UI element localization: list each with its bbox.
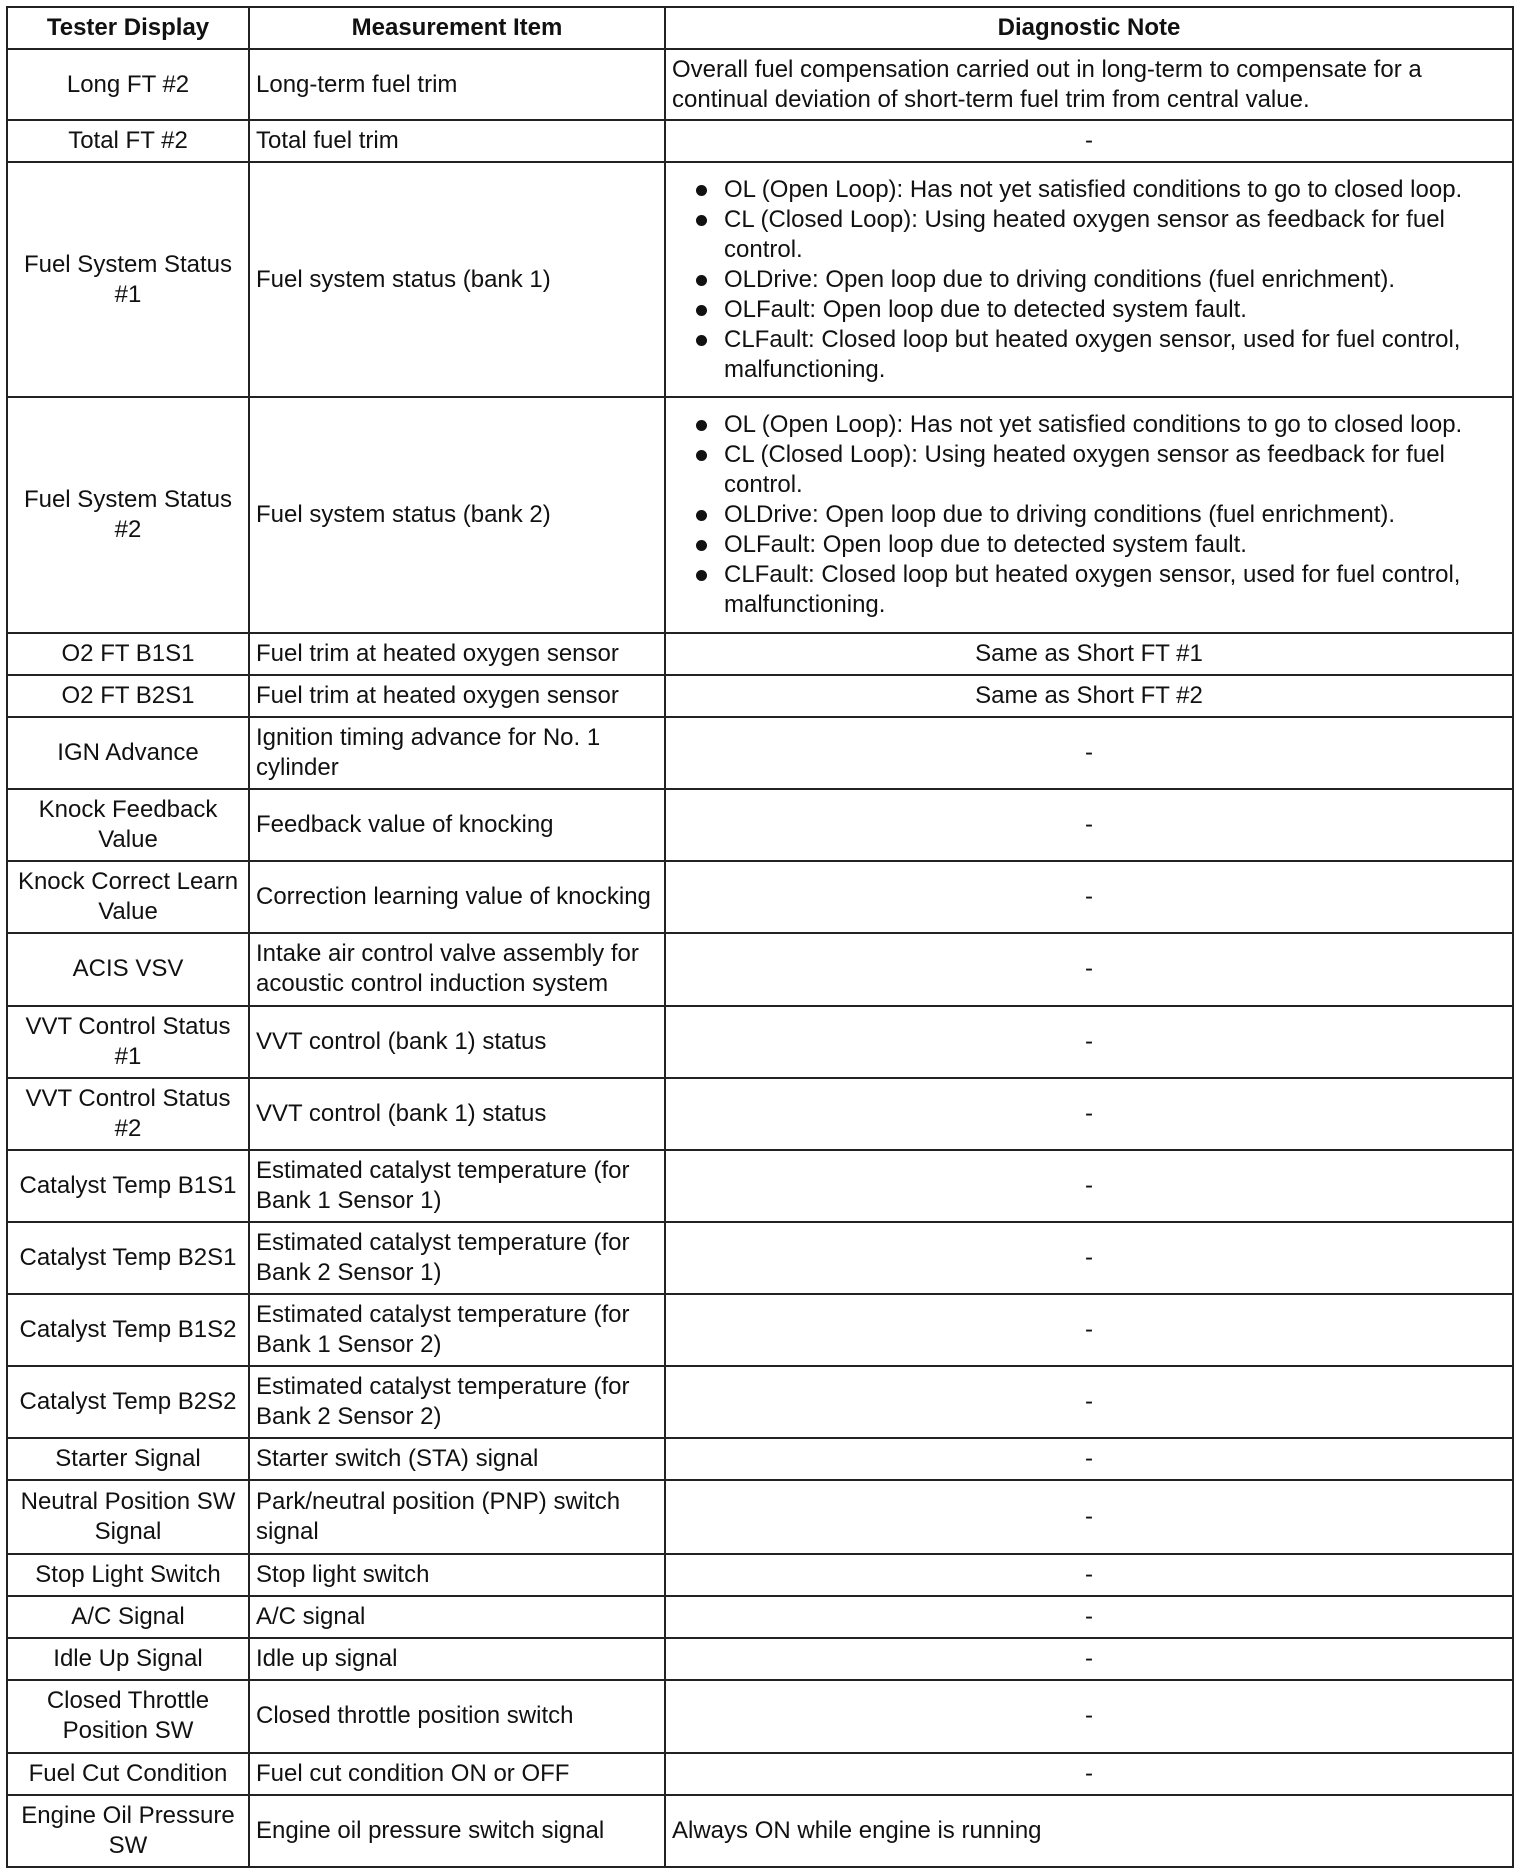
tester-display-cell: Catalyst Temp B1S2 (7, 1294, 249, 1366)
tester-display-cell: Total FT #2 (7, 120, 249, 162)
diagnostic-note-cell: - (665, 789, 1513, 861)
measurement-item-cell: Fuel system status (bank 2) (249, 397, 665, 632)
note-bullet-item: OLFault: Open loop due to detected system fault. (672, 295, 1506, 325)
tester-display-cell: Knock Feedback Value (7, 789, 249, 861)
diagnostic-note-cell: - (665, 1078, 1513, 1150)
measurement-item-cell: Fuel cut condition ON or OFF (249, 1753, 665, 1795)
tester-display-cell: Starter Signal (7, 1438, 249, 1480)
header-measurement-item: Measurement Item (249, 7, 665, 49)
table-row (7, 675, 1513, 717)
table-row (7, 1795, 1513, 1867)
measurement-item-cell: Fuel system status (bank 1) (249, 162, 665, 397)
tester-display-cell: Closed Throttle Position SW (7, 1680, 249, 1753)
diagnostic-note-cell: - (665, 1438, 1513, 1480)
note-bullet-item: CLFault: Closed loop but heated oxygen sensor, used for fuel control, malfunctioning. (672, 325, 1506, 385)
note-bullet-item: CL (Closed Loop): Using heated oxygen sensor as feedback for fuel control. (672, 440, 1506, 500)
measurement-item-cell: Park/neutral position (PNP) switch signal (249, 1480, 665, 1553)
tester-display-cell: Idle Up Signal (7, 1638, 249, 1680)
note-bullet-item: CLFault: Closed loop but heated oxygen sensor, used for fuel control, malfunctioning. (672, 560, 1506, 620)
tester-display-cell: IGN Advance (7, 717, 249, 789)
header-tester-display: Tester Display (7, 7, 249, 49)
tester-display-cell: Neutral Position SW Signal (7, 1480, 249, 1553)
diagnostic-note-cell: - (665, 1150, 1513, 1222)
table-row (7, 1078, 1513, 1150)
diagnostic-note-cell: - (665, 1753, 1513, 1795)
measurement-item-cell: Estimated catalyst temperature (for Bank 1 Sensor 1) (249, 1150, 665, 1222)
table-row (7, 49, 1513, 120)
table-row (7, 1680, 1513, 1753)
table-row (7, 861, 1513, 933)
diagnostic-note-cell: Overall fuel compensation carried out in long-term to compensate for a continual deviation of short-term fuel trim from central value. (665, 49, 1513, 120)
table-row (7, 1638, 1513, 1680)
diagnostic-note-cell (665, 162, 1513, 397)
measurement-item-cell: Feedback value of knocking (249, 789, 665, 861)
measurement-item-cell: Starter switch (STA) signal (249, 1438, 665, 1480)
measurement-item-cell: Total fuel trim (249, 120, 665, 162)
table-row (7, 1480, 1513, 1553)
diagnostic-note-cell: - (665, 933, 1513, 1006)
table-row (7, 717, 1513, 789)
table-row (7, 789, 1513, 861)
diagnostic-note-cell (665, 397, 1513, 632)
table-row (7, 1366, 1513, 1438)
tester-display-cell: ACIS VSV (7, 933, 249, 1006)
note-bullet-item: OLFault: Open loop due to detected system fault. (672, 530, 1506, 560)
tester-display-cell: O2 FT B1S1 (7, 633, 249, 675)
table-row (7, 933, 1513, 1006)
tester-display-cell: Knock Correct Learn Value (7, 861, 249, 933)
note-bullet-list (672, 175, 1506, 385)
tester-display-cell: Engine Oil Pressure SW (7, 1795, 249, 1867)
diagnostic-note-cell: Same as Short FT #2 (665, 675, 1513, 717)
tester-display-cell: A/C Signal (7, 1596, 249, 1638)
measurement-item-cell: Correction learning value of knocking (249, 861, 665, 933)
diagnostic-note-cell: - (665, 1006, 1513, 1078)
table-row (7, 1596, 1513, 1638)
note-bullet-item: OL (Open Loop): Has not yet satisfied conditions to go to closed loop. (672, 175, 1506, 205)
measurement-item-cell: Long-term fuel trim (249, 49, 665, 120)
tester-display-cell: VVT Control Status #2 (7, 1078, 249, 1150)
measurement-item-cell: VVT control (bank 1) status (249, 1078, 665, 1150)
header-row (7, 7, 1513, 49)
measurement-item-cell: Estimated catalyst temperature (for Bank 2 Sensor 1) (249, 1222, 665, 1294)
note-bullet-item: OL (Open Loop): Has not yet satisfied conditions to go to closed loop. (672, 410, 1506, 440)
diagnostic-note-cell: Always ON while engine is running (665, 1795, 1513, 1867)
measurement-item-cell: Closed throttle position switch (249, 1680, 665, 1753)
note-bullet-list (672, 410, 1506, 620)
diagnostic-note-cell: - (665, 1294, 1513, 1366)
header-diagnostic-note: Diagnostic Note (665, 7, 1513, 49)
table-row (7, 397, 1513, 632)
tester-display-cell: Catalyst Temp B2S1 (7, 1222, 249, 1294)
tester-display-cell: VVT Control Status #1 (7, 1006, 249, 1078)
table-row (7, 1222, 1513, 1294)
table-row (7, 633, 1513, 675)
measurement-item-cell: VVT control (bank 1) status (249, 1006, 665, 1078)
diagnostic-note-cell: - (665, 1680, 1513, 1753)
diagnostic-note-cell: - (665, 861, 1513, 933)
diagnostic-note-cell: Same as Short FT #1 (665, 633, 1513, 675)
tester-display-cell: Stop Light Switch (7, 1554, 249, 1596)
measurement-item-cell: Estimated catalyst temperature (for Bank 1 Sensor 2) (249, 1294, 665, 1366)
table-row (7, 1006, 1513, 1078)
diagnostic-note-cell: - (665, 120, 1513, 162)
table-body (7, 49, 1513, 1867)
measurement-item-cell: Intake air control valve assembly for acoustic control induction system (249, 933, 665, 1006)
tester-display-cell: Catalyst Temp B1S1 (7, 1150, 249, 1222)
tester-display-cell: Fuel System Status #1 (7, 162, 249, 397)
table-row (7, 162, 1513, 397)
measurement-item-cell: Stop light switch (249, 1554, 665, 1596)
tester-display-cell: Fuel System Status #2 (7, 397, 249, 632)
note-bullet-item: CL (Closed Loop): Using heated oxygen sensor as feedback for fuel control. (672, 205, 1506, 265)
diagnostic-note-cell: - (665, 1554, 1513, 1596)
measurement-item-cell: Fuel trim at heated oxygen sensor (249, 633, 665, 675)
diagnostic-note-cell: - (665, 717, 1513, 789)
diagnostic-note-cell: - (665, 1222, 1513, 1294)
tester-display-cell: Fuel Cut Condition (7, 1753, 249, 1795)
diagnostic-note-cell: - (665, 1480, 1513, 1553)
diagnostic-note-cell: - (665, 1638, 1513, 1680)
tester-display-cell: O2 FT B2S1 (7, 675, 249, 717)
table-row (7, 1438, 1513, 1480)
measurement-item-cell: A/C signal (249, 1596, 665, 1638)
measurement-item-cell: Fuel trim at heated oxygen sensor (249, 675, 665, 717)
table-row (7, 1753, 1513, 1795)
table-row (7, 120, 1513, 162)
note-bullet-item: OLDrive: Open loop due to driving conditions (fuel enrichment). (672, 265, 1506, 295)
note-bullet-item: OLDrive: Open loop due to driving conditions (fuel enrichment). (672, 500, 1506, 530)
tester-display-cell: Catalyst Temp B2S2 (7, 1366, 249, 1438)
tester-display-cell: Long FT #2 (7, 49, 249, 120)
measurement-item-cell: Estimated catalyst temperature (for Bank 2 Sensor 2) (249, 1366, 665, 1438)
table-row (7, 1294, 1513, 1366)
measurement-item-cell: Idle up signal (249, 1638, 665, 1680)
measurement-item-cell: Ignition timing advance for No. 1 cylinder (249, 717, 665, 789)
diagnostic-note-cell: - (665, 1596, 1513, 1638)
table-row (7, 1150, 1513, 1222)
diagnostic-note-cell: - (665, 1366, 1513, 1438)
diagnostic-data-table (6, 6, 1514, 1868)
measurement-item-cell: Engine oil pressure switch signal (249, 1795, 665, 1867)
table-row (7, 1554, 1513, 1596)
